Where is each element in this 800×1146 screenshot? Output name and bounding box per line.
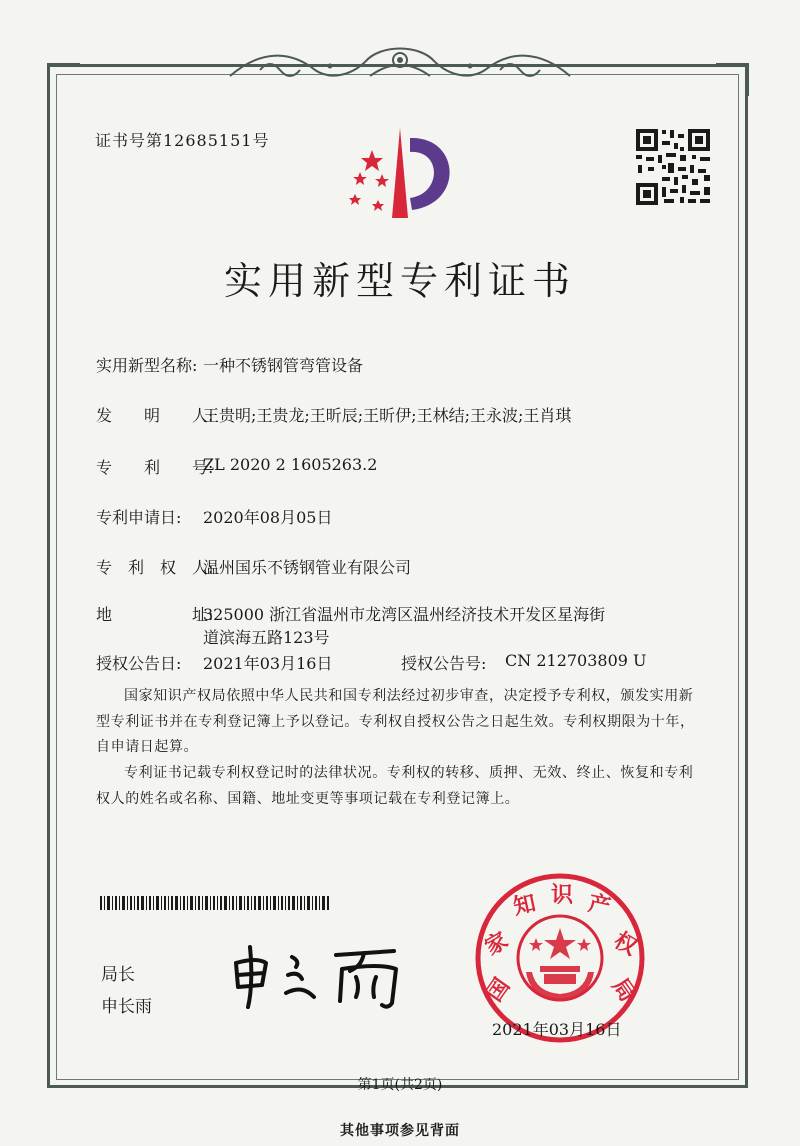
utility-model-name-label: 实用新型名称: xyxy=(96,356,198,375)
grant-date-label: 授权公告日: xyxy=(96,654,182,673)
barcode-icon xyxy=(100,896,330,910)
patentee-label: 专 利 权 人: xyxy=(96,558,214,577)
utility-model-name-value: 一种不锈钢管弯管设备 xyxy=(203,356,364,375)
inventor-value: 王贵明;王贵龙;王昕辰;王昕伊;王林结;王永波;王肖琪 xyxy=(203,406,572,425)
grant-number-value: CN 212703809 U xyxy=(505,651,647,670)
left-corner-ornament xyxy=(44,60,84,100)
patentee-value: 温州国乐不锈钢管业有限公司 xyxy=(203,558,412,577)
director-title: 局长 xyxy=(101,965,135,985)
body-paragraph-1: 国家知识产权局依照中华人民共和国专利法经过初步审查，决定授予专利权，颁发实用新型专利证书并在专利登记簿上予以登记。专利权自授权公告之日起生效。专利权期限为十年，自申请日起算。 xyxy=(96,688,695,755)
top-ornament xyxy=(220,40,580,86)
svg-text:国: 国 xyxy=(482,974,516,1007)
svg-text:产: 产 xyxy=(585,891,613,921)
svg-text:知: 知 xyxy=(511,891,539,921)
inventor-label: 发 明 人: xyxy=(96,406,214,425)
handwritten-signature-icon xyxy=(226,935,406,1015)
grant-number-label: 授权公告号: xyxy=(401,654,487,673)
patent-number-label: 专 利 号: xyxy=(96,458,214,477)
body-paragraph-2: 专利证书记载专利权登记时的法律状况。专利权的转移、质押、无效、终止、恢复和专利权人的姓名或名称、国籍、地址变更等事项记载在专利登记簿上。 xyxy=(96,765,694,807)
patent-office-emblem-icon xyxy=(330,118,470,228)
svg-text:权: 权 xyxy=(609,928,642,961)
svg-text:识: 识 xyxy=(550,883,574,908)
page-number: 第1页(共2页) xyxy=(357,1077,443,1093)
footer-note: 其他事项参见背面 xyxy=(340,1123,460,1139)
svg-text:家: 家 xyxy=(480,928,513,961)
grant-date-value: 2021年03月16日 xyxy=(203,654,333,673)
application-date-label: 专利申请日: xyxy=(96,508,182,527)
address-value-line2: 道滨海五路123号 xyxy=(203,628,330,647)
certificate-title: 实用新型专利证书 xyxy=(223,259,576,303)
application-date-value: 2020年08月05日 xyxy=(203,508,333,527)
right-corner-ornament xyxy=(712,60,752,100)
patent-number-value: ZL 2020 2 1605263.2 xyxy=(203,455,378,474)
address-value-line1: 325000 浙江省温州市龙湾区温州经济技术开发区星海街 xyxy=(203,605,606,624)
certificate-number: 证书号第12685151号 xyxy=(95,131,270,150)
director-name: 申长雨 xyxy=(101,997,152,1017)
address-label: 地 址: xyxy=(96,605,214,624)
svg-text:局: 局 xyxy=(606,974,640,1007)
seal-date: 2021年03月16日 xyxy=(492,1020,622,1039)
qr-code-icon xyxy=(634,127,712,207)
